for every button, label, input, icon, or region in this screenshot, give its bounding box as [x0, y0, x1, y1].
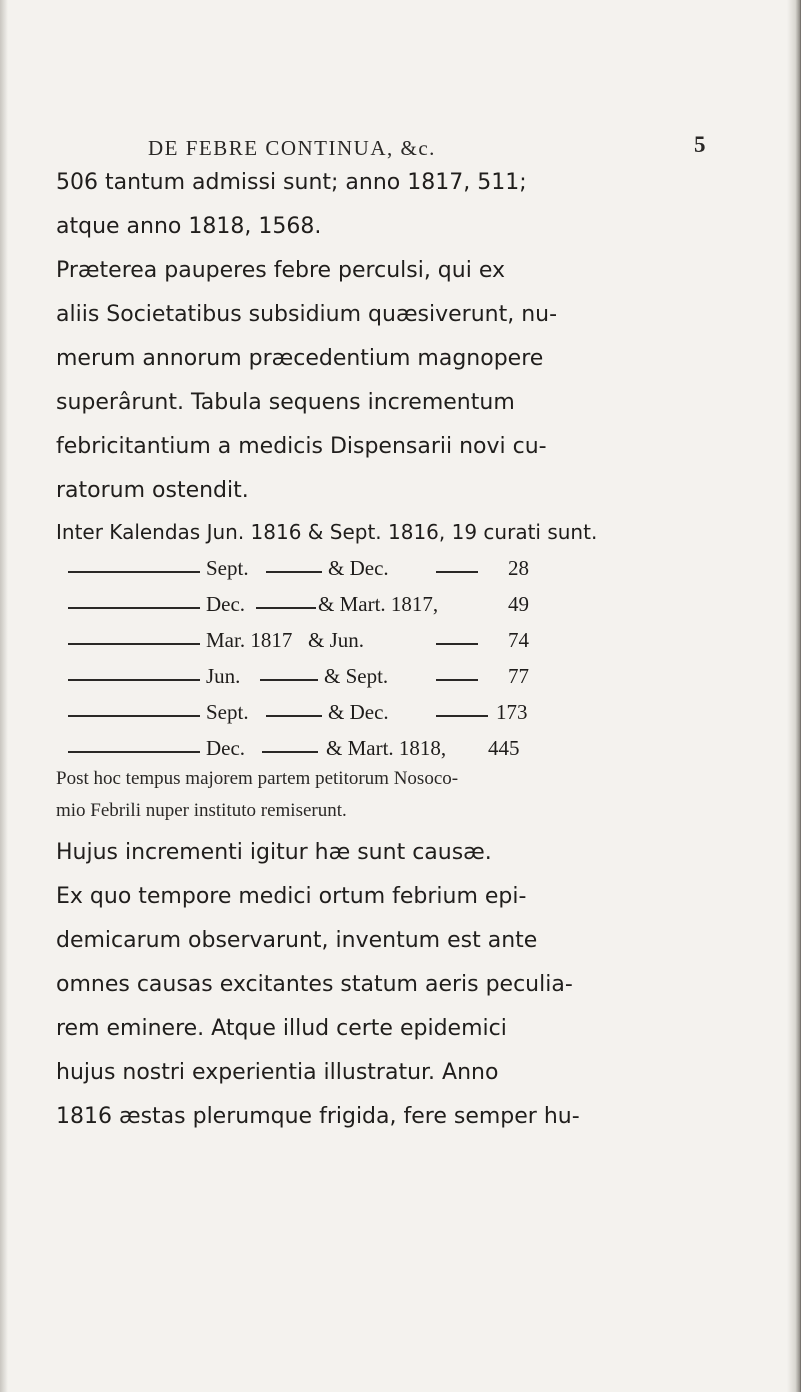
- period-from: Mar. 1817: [206, 628, 293, 652]
- table-row: [56, 592, 756, 622]
- period-from: Sept.: [206, 556, 249, 580]
- ditto-dash: [68, 679, 200, 681]
- period-to: & Sept.: [324, 664, 389, 688]
- patient-count: 77: [508, 664, 529, 688]
- ditto-dash: [436, 715, 488, 717]
- page-edge-right: [787, 0, 801, 1392]
- table-row: [56, 664, 756, 694]
- patient-count: 49: [508, 592, 529, 616]
- period-from: Jun.: [206, 664, 241, 688]
- ditto-dash: [266, 715, 322, 717]
- ditto-dash: [68, 571, 200, 573]
- text-line: superârunt. Tabula sequens incrementum: [56, 390, 515, 415]
- ditto-dash: [262, 751, 318, 753]
- running-title: DE FEBRE CONTINUA, &c.: [148, 136, 436, 160]
- period-to: & Jun.: [308, 628, 365, 652]
- table-row: [56, 700, 756, 730]
- patient-count: 173: [496, 700, 528, 724]
- text-line: ratorum ostendit.: [56, 478, 249, 503]
- text-line: 506 tantum admissi sunt; anno 1817, 511;: [56, 170, 527, 195]
- page-header: [0, 130, 801, 170]
- ditto-dash: [256, 607, 316, 609]
- text-line: hujus nostri experientia illustratur. Anno: [56, 1060, 499, 1085]
- text-line: rem eminere. Atque illud certe epidemici: [56, 1016, 507, 1041]
- text-line: Præterea pauperes febre perculsi, qui ex: [56, 258, 505, 283]
- table-row: [56, 556, 756, 586]
- text-line: aliis Societatibus subsidium quæsiverunt, nu-: [56, 302, 558, 327]
- text-line: mio Febrili nuper instituto remiserunt.: [56, 800, 347, 821]
- ditto-dash: [68, 643, 200, 645]
- ditto-dash: [436, 679, 478, 681]
- period-to: & Mart. 1818,: [326, 736, 447, 760]
- text-line: 1816 æstas plerumque frigida, fere semper hu-: [56, 1104, 580, 1129]
- text-line: febricitantium a medicis Dispensarii novi cu-: [56, 434, 547, 459]
- text-line: Post hoc tempus majorem partem petitorum Nosoco-: [56, 768, 459, 789]
- ditto-dash: [436, 571, 478, 573]
- period-from: Dec.: [206, 592, 246, 616]
- patient-count: 28: [508, 556, 529, 580]
- period-to: & Dec.: [328, 700, 389, 724]
- period-from: Dec.: [206, 736, 246, 760]
- text-line: omnes causas excitantes statum aeris peculia-: [56, 972, 573, 997]
- ditto-dash: [260, 679, 318, 681]
- ditto-dash: [68, 715, 200, 717]
- text-line: Hujus incrementi igitur hæ sunt causæ.: [56, 840, 492, 865]
- page-number: 5: [694, 132, 706, 157]
- ditto-dash: [266, 571, 322, 573]
- ditto-dash: [68, 751, 200, 753]
- patient-count: 445: [488, 736, 520, 760]
- text-line: merum annorum præcedentium magnopere: [56, 346, 544, 371]
- text-line: atque anno 1818, 1568.: [56, 214, 322, 239]
- text-line: demicarum observarunt, inventum est ante: [56, 928, 538, 953]
- table-row: [56, 736, 756, 766]
- patient-count: 74: [508, 628, 529, 652]
- table-row: [56, 628, 756, 658]
- page-edge-left: [0, 0, 8, 1392]
- text-line: Ex quo tempore medici ortum febrium epi-: [56, 884, 527, 909]
- period-to: & Dec.: [328, 556, 389, 580]
- ditto-dash: [436, 643, 478, 645]
- ditto-dash: [68, 607, 200, 609]
- period-to: & Mart. 1817,: [318, 592, 439, 616]
- table-first-line: Inter Kalendas Jun. 1816 & Sept. 1816, 19 curati sunt.: [56, 520, 598, 544]
- period-from: Sept.: [206, 700, 249, 724]
